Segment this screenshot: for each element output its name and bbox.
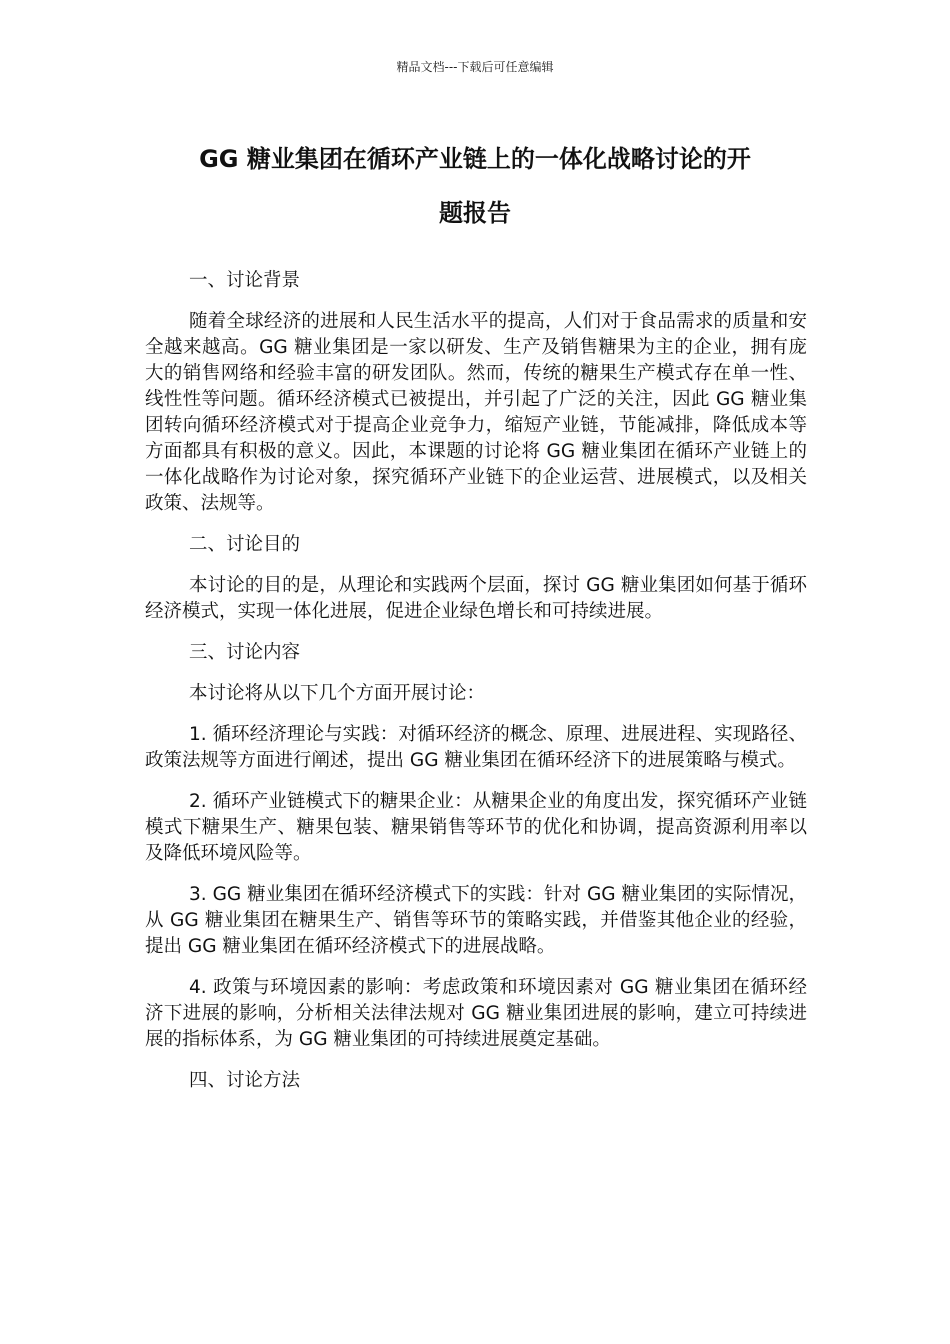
content-item-1: 1. 循环经济理论与实践：对循环经济的概念、原理、进展进程、实现路径、政策法规等方面进行阐述，提出 GG 糖业集团在循环经济下的进展策略与模式。 <box>145 724 807 771</box>
title-line-1: GG 糖业集团在循环产业链上的一体化战略讨论的开 <box>199 145 751 173</box>
section-heading-method: 四、讨论方法 <box>189 1070 301 1091</box>
background-paragraph: 随着全球经济的进展和人民生活水平的提高，人们对于食品需求的质量和安全越来越高。GG 糖业集团是一家以研发、生产及销售糖果为主的企业，拥有庞大的销售网络和经验丰富的研发团队。然而，传统的糖果生产模式存在单一性、线性性等问题。循环经济模式已被提出，并引起了广泛的关注，因此 GG 糖业集团转向循环经济模式对于提高企业竞争力，缩短产业链，节能减排，降低成本等方面都具有积极的意义。因此，本课题的讨论将 GG 糖业集团在循环产业链上的一体化战略作为讨论对象，探究循环产业链下的企业运营、进展模式，以及相关政策、法规等。 <box>145 311 807 514</box>
section-heading-background: 一、讨论背景 <box>189 270 301 291</box>
document-body <box>145 268 807 1109</box>
content-item-2: 2. 循环产业链模式下的糖果企业：从糖果企业的角度出发，探究循环产业链模式下糖果生产、糖果包装、糖果销售等环节的优化和协调，提高资源利用率以及降低环境风险等。 <box>145 791 807 864</box>
title-line-2: 题报告 <box>439 199 511 227</box>
purpose-paragraph: 本讨论的目的是，从理论和实践两个层面，探讨 GG 糖业集团如何基于循环经济模式，实现一体化进展，促进企业绿色增长和可持续进展。 <box>145 575 807 622</box>
content-item-4: 4. 政策与环境因素的影响：考虑政策和环境因素对 GG 糖业集团在循环经济下进展的影响，分析相关法律法规对 GG 糖业集团进展的影响，建立可持续进展的指标体系，为 GG 糖业集团的可持续进展奠定基础。 <box>145 977 807 1050</box>
section-heading-purpose: 二、讨论目的 <box>189 534 301 555</box>
content-intro: 本讨论将从以下几个方面开展讨论： <box>189 683 486 704</box>
document-title <box>140 132 810 240</box>
page-header-note: 精品文档---下载后可任意编辑 <box>396 60 554 74</box>
section-heading-content: 三、讨论内容 <box>189 642 301 663</box>
content-item-3: 3. GG 糖业集团在循环经济模式下的实践：针对 GG 糖业集团的实际情况，从 GG 糖业集团在糖果生产、销售等环节的策略实践，并借鉴其他企业的经验，提出 GG 糖业集团在循环经济模式下的进展战略。 <box>145 884 807 957</box>
